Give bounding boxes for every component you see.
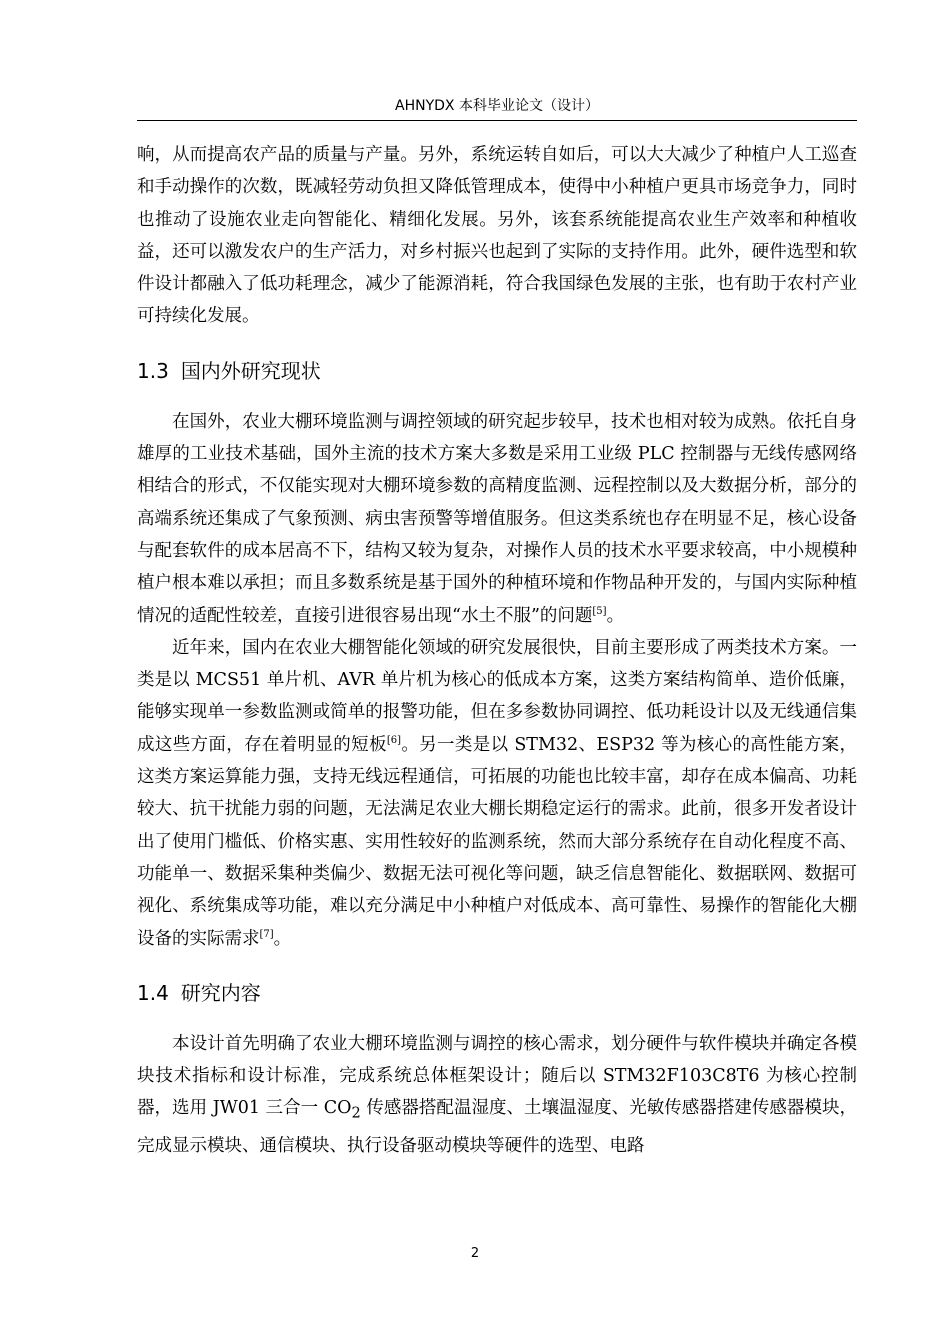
paragraph-text: 近年来，国内在农业大棚智能化领域的研究发展很快，目前主要形成了两类技术方案。一类是以 MCS51 单片机、AVR 单片机为核心的低成本方案，这类方案结构简单、造价低廉，能够实现单一参数监测或简单的报警功能，但在多参数协同调控、低功耗设计以及无线通信集成这些方面，存在着明显的短板	[137, 637, 857, 755]
paragraph-text: 传感器搭配温湿度、土壤温湿度、光敏传感器搭建传感器模块，完成显示模块、通信模块、执行设备驱动模块等硬件的选型、电路	[137, 1098, 857, 1157]
citation-ref: [5]	[592, 605, 607, 617]
paragraph-text: 本设计首先明确了农业大棚环境监测与调控的核心需求，划分硬件与软件模块并确定各模块技术指标和设计标准，完成系统总体框架设计；随后以 STM32F103C8T6 为核心控制器，选用 JW01 三合一 CO	[137, 1033, 857, 1119]
section-title: 研究内容	[180, 980, 261, 1005]
paragraph-domestic-research	[137, 632, 857, 955]
paragraph-text: 在国外，农业大棚环境监测与调控领域的研究起步较早，技术也相对较为成熟。依托自身雄厚的工业技术基础，国外主流的技术方案大多数是采用工业级 PLC 控制器与无线传感网络相结合的形式，不仅能实现对大棚环境参数的高精度监测、远程控制以及大数据分析，部分的高端系统还集成了气象预测、病虫害预警等增值服务。但这类系统也存在明显不足，核心设备与配套软件的成本居高不下，结构又较为复杂，对操作人员的技术水平要求较高，中小规模种植户根本难以承担；而且多数系统是基于国外的种植环境和作物品种开发的，与国内实际种植情况的适配性较差，直接引进很容易出现“水土不服”的问题	[137, 411, 857, 626]
page-body	[137, 139, 857, 1163]
paragraph-research-content	[137, 1028, 857, 1163]
paragraph-foreign-research	[137, 406, 857, 632]
page-number: 2	[470, 1246, 480, 1261]
section-number: 1.4	[137, 980, 169, 1005]
citation-ref: [7]	[259, 928, 274, 940]
section-heading-1-3	[137, 357, 857, 385]
citation-ref: [6]	[386, 734, 401, 746]
paragraph-end: 。	[606, 605, 625, 626]
header-rule	[137, 120, 857, 121]
section-heading-1-4	[137, 979, 857, 1007]
paragraph-text: 。另一类是以 STM32、ESP32 等为核心的高性能方案，这类方案运算能力强，支持无线远程通信，可拓展的功能也比较丰富，却存在成本偏高、功耗较大、抗干扰能力弱的问题，无法满足农业大棚长期稳定运行的需求。此前，很多开发者设计出了使用门槛低、价格实惠、实用性较好的监测系统，然而大部分系统存在自动化程度不高、功能单一、数据采集种类偏少、数据无法可视化等问题，缺乏信息智能化、数据联网、数据可视化、系统集成等功能，难以充分满足中小种植户对低成本、高可靠性、易操作的智能化大棚设备的实际需求	[137, 734, 858, 949]
running-header: AHNYDX 本科毕业论文（设计）	[395, 98, 599, 114]
paragraph-continuation: 响，从而提高农产品的质量与产量。另外，系统运转自如后，可以大大减少了种植户人工巡查和手动操作的次数，既减轻劳动负担又降低管理成本，使得中小种植户更具市场竞争力，同时也推动了设施农业走向智能化、精细化发展。另外，该套系统能提高农业生产效率和种植收益，还可以激发农户的生产活力，对乡村振兴也起到了实际的支持作用。此外，硬件选型和软件设计都融入了低功耗理念，减少了能源消耗，符合我国绿色发展的主张，也有助于农村产业可持续化发展。	[137, 145, 857, 327]
subscript-2: 2	[351, 1104, 361, 1122]
section-title: 国内外研究现状	[180, 358, 321, 383]
paragraph-end: 。	[273, 928, 292, 949]
section-number: 1.3	[137, 358, 169, 383]
